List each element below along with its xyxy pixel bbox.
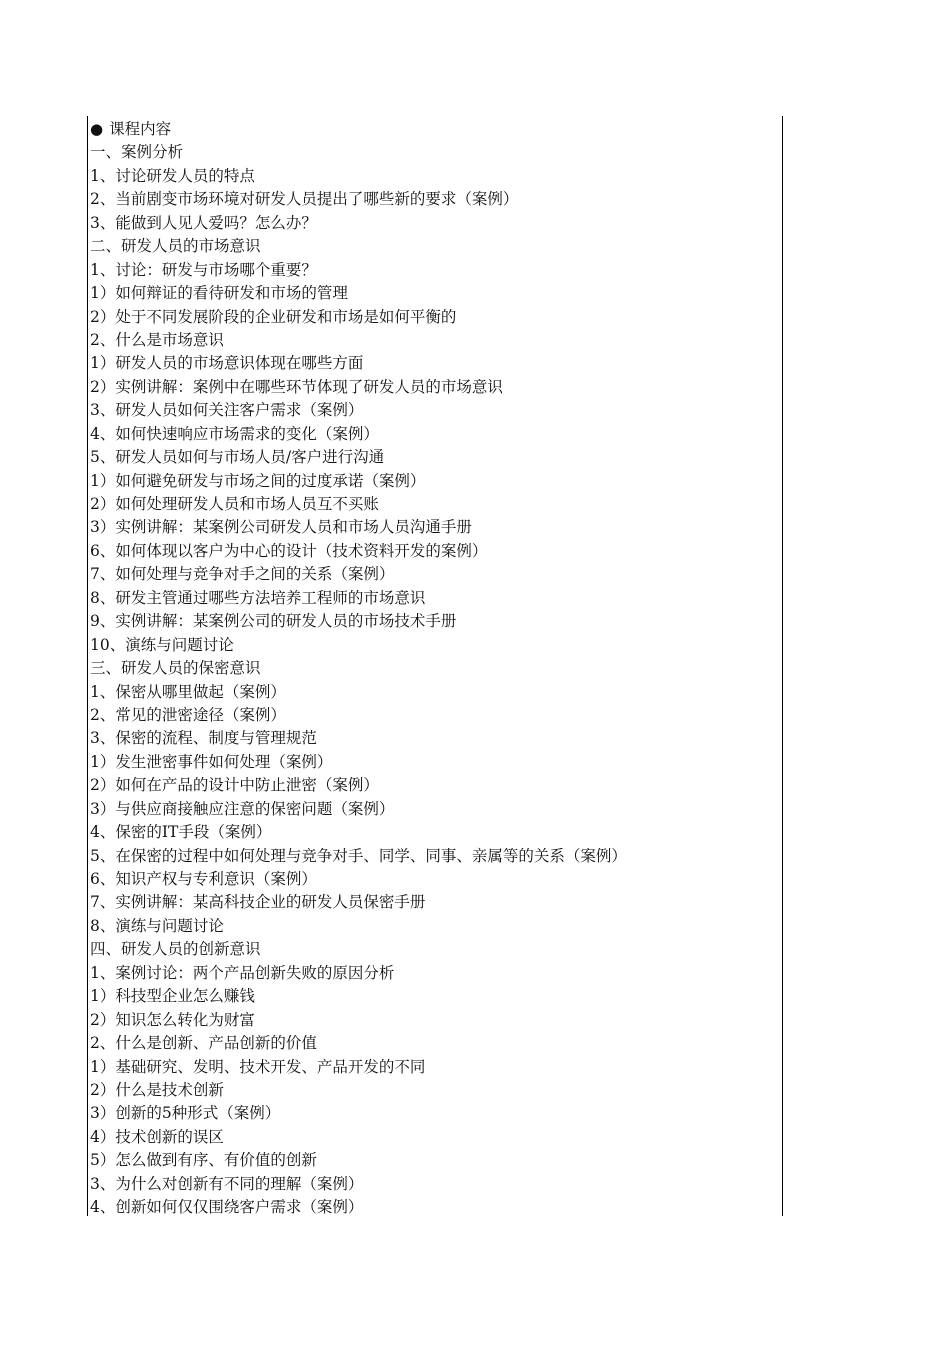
content-line: 5、研发人员如何与市场人员/客户进行沟通 [90,448,385,467]
content-line: 2）什么是技术创新 [90,1080,224,1099]
content-line: 1）如何辩证的看待研发和市场的管理 [90,284,348,303]
content-line: 1、案例讨论：两个产品创新失败的原因分析 [90,963,395,982]
content-line: 2）处于不同发展阶段的企业研发和市场是如何平衡的 [90,307,457,326]
content-line: 2、什么是创新、产品创新的价值 [90,1034,317,1053]
content-line: 2）如何处理研发人员和市场人员互不买账 [90,495,379,513]
content-line: 3）与供应商接触应注意的保密问题（案例） [90,799,395,818]
content-lines [90,141,776,1219]
content-line: 四、研发人员的创新意识 [90,940,261,959]
content-line: 3）创新的5种形式（案例） [90,1104,281,1123]
course-content [90,118,776,1220]
section-heading-text: 课程内容 [109,120,172,138]
content-line: 7、实例讲解：某高科技企业的研发人员保密手册 [90,893,426,912]
content-line: 1、讨论：研发与市场哪个重要？ [90,260,317,279]
content-line: 5、在保密的过程中如何处理与竞争对手、同学、同事、亲属等的关系（案例） [90,846,627,865]
content-line: 2）知识怎么转化为财富 [90,1010,255,1029]
content-line: 4）技术创新的误区 [90,1127,224,1146]
content-line: 2、常见的泄密途径（案例） [90,705,286,724]
content-line: 6、如何体现以客户为中心的设计（技术资料开发的案例） [90,541,488,560]
content-line: 1）研发人员的市场意识体现在哪些方面 [90,354,364,373]
content-line: 3）实例讲解：某案例公司研发人员和市场人员沟通手册 [90,518,472,537]
content-line: 1）发生泄密事件如何处理（案例） [90,752,333,771]
content-line: 4、如何快速响应市场需求的变化（案例） [90,424,379,443]
content-line: 4、创新如何仅仅围绕客户需求（案例） [90,1198,364,1217]
content-line: 4、保密的IT手段（案例） [90,823,272,842]
content-line: 3、研发人员如何关注客户需求（案例） [90,401,364,420]
content-line: 2、什么是市场意识 [90,330,224,349]
bullet-icon: ● [90,120,104,138]
content-line: 1）如何避免研发与市场之间的过度承诺（案例） [90,471,426,490]
content-line: 2、当前剧变市场环境对研发人员提出了哪些新的要求（案例） [90,190,519,209]
content-line: 二、研发人员的市场意识 [90,237,261,256]
content-line: 9、实例讲解：某案例公司的研发人员的市场技术手册 [90,612,457,631]
content-line: 2）实例讲解：案例中在哪些环节体现了研发人员的市场意识 [90,377,503,396]
content-line: 1）科技型企业怎么赚钱 [90,987,255,1006]
content-line: 1）基础研究、发明、技术开发、产品开发的不同 [90,1057,426,1076]
content-line: 一、案例分析 [90,143,184,162]
content-line: 1、讨论研发人员的特点 [90,166,255,185]
content-line: 2）如何在产品的设计中防止泄密（案例） [90,776,379,795]
content-line: 8、研发主管通过哪些方法培养工程师的市场意识 [90,588,426,607]
content-line: 3、保密的流程、制度与管理规范 [90,729,317,748]
content-line: 6、知识产权与专利意识（案例） [90,870,317,888]
content-line: 7、如何处理与竞争对手之间的关系（案例） [90,565,395,584]
section-heading [90,118,776,141]
content-line: 3、能做到人见人爱吗？怎么办？ [90,213,317,232]
content-line: 1、保密从哪里做起（案例） [90,682,286,701]
content-line: 5）怎么做到有序、有价值的创新 [90,1151,317,1170]
content-line: 8、演练与问题讨论 [90,916,224,935]
content-line: 10、演练与问题讨论 [90,635,234,654]
content-line: 3、为什么对创新有不同的理解（案例） [90,1174,364,1193]
content-line: 三、研发人员的保密意识 [90,659,261,678]
